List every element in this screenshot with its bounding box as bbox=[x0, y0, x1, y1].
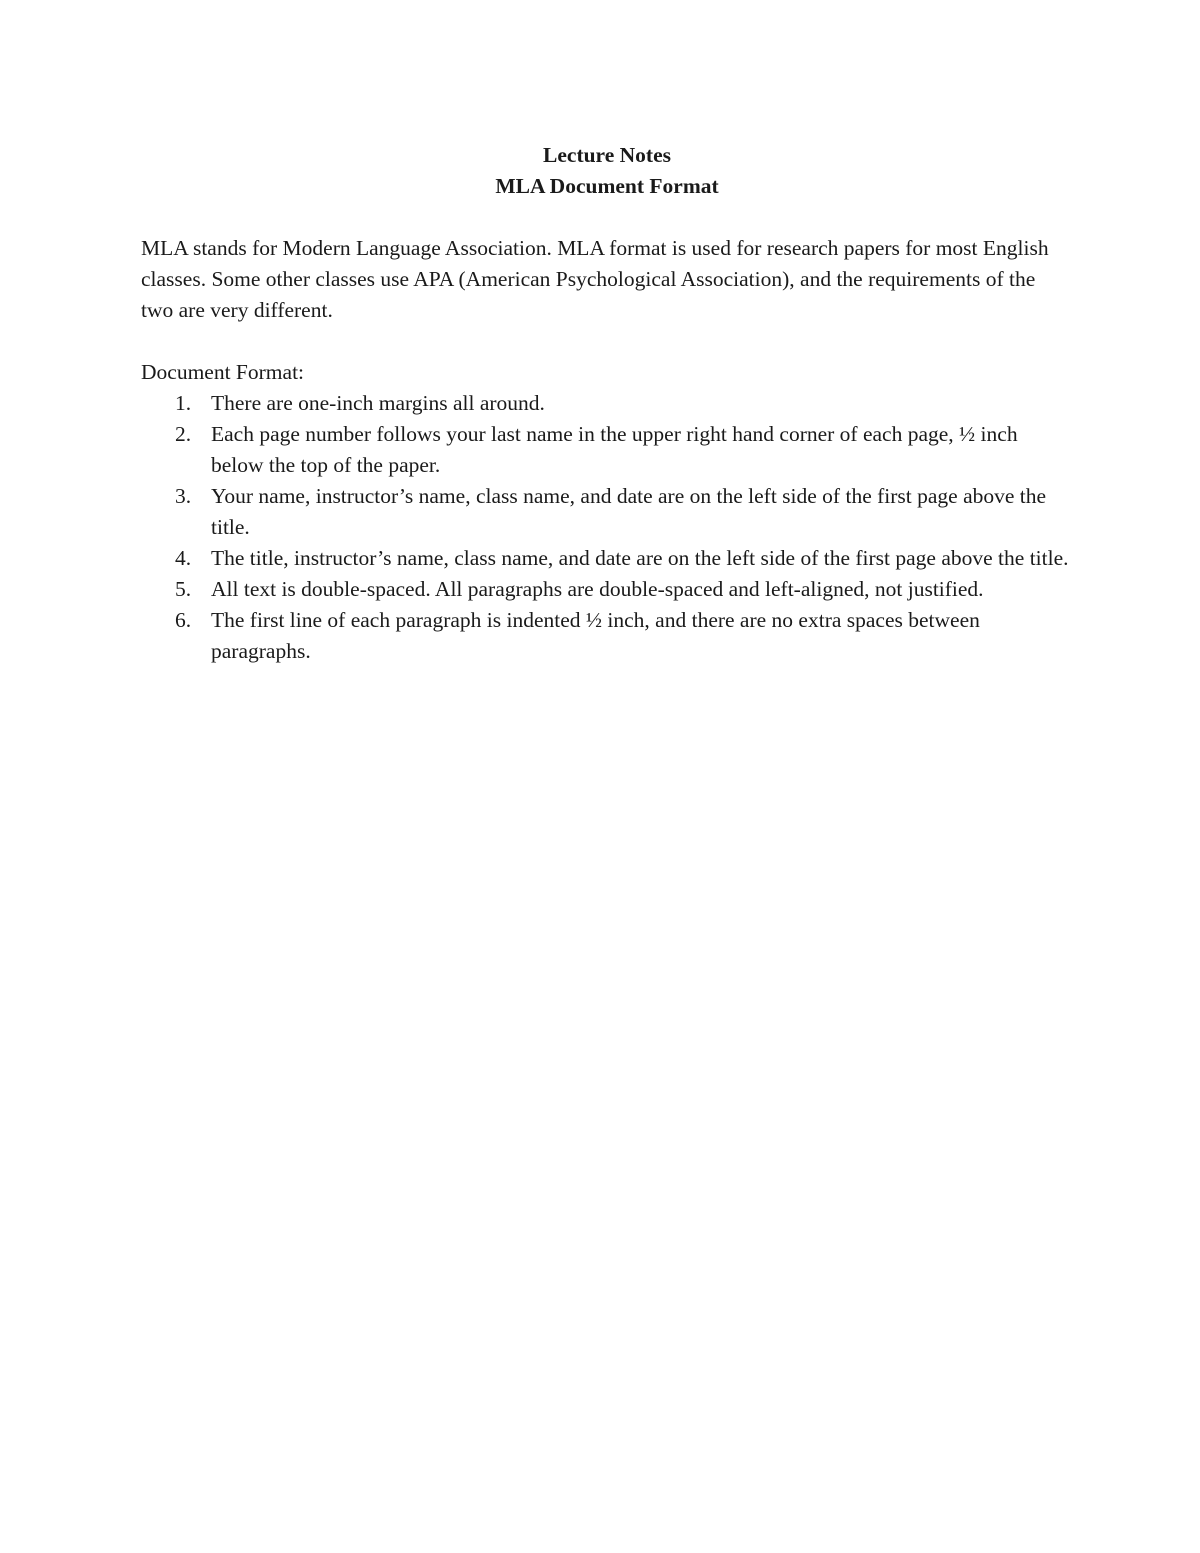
list-item bbox=[141, 419, 1071, 481]
list-item-number: 4. bbox=[175, 546, 192, 570]
list-item-number: 1. bbox=[175, 391, 192, 415]
list-item-text: All text is double-spaced. All paragraphs are double-spaced and left-aligned, not justified. bbox=[211, 577, 984, 601]
document-title bbox=[141, 140, 1071, 202]
list-item bbox=[141, 481, 1071, 543]
list-item-text: The first line of each paragraph is indented ½ inch, and there are no extra spaces between paragraphs. bbox=[211, 608, 980, 663]
list-item-number: 6. bbox=[175, 608, 192, 632]
list-item-text: Your name, instructor’s name, class name, and date are on the left side of the first page above the title. bbox=[211, 484, 1047, 539]
list-item-text: There are one-inch margins all around. bbox=[211, 391, 545, 415]
list-item bbox=[141, 388, 1071, 419]
list-item bbox=[141, 574, 1071, 605]
list-item bbox=[141, 605, 1071, 667]
list-item-number: 2. bbox=[175, 422, 192, 446]
list-item-number: 5. bbox=[175, 577, 192, 601]
list-item-text: The title, instructor’s name, class name, and date are on the left side of the first page above the title. bbox=[211, 546, 1069, 570]
format-list bbox=[141, 388, 1071, 667]
list-item-text: Each page number follows your last name in the upper right hand corner of each page, ½ inch below the top of the paper. bbox=[211, 422, 1018, 477]
title-line-2: MLA Document Format bbox=[495, 174, 719, 198]
intro-paragraph: MLA stands for Modern Language Association. MLA format is used for research papers for most English classes. Some other classes use APA (American Psychological Association), and the requirements of the two are very different. bbox=[141, 236, 1049, 322]
list-item-number: 3. bbox=[175, 484, 192, 508]
section-label: Document Format: bbox=[141, 360, 305, 384]
list-item bbox=[141, 543, 1071, 574]
document-body bbox=[141, 140, 1071, 667]
title-line-1: Lecture Notes bbox=[543, 143, 671, 167]
